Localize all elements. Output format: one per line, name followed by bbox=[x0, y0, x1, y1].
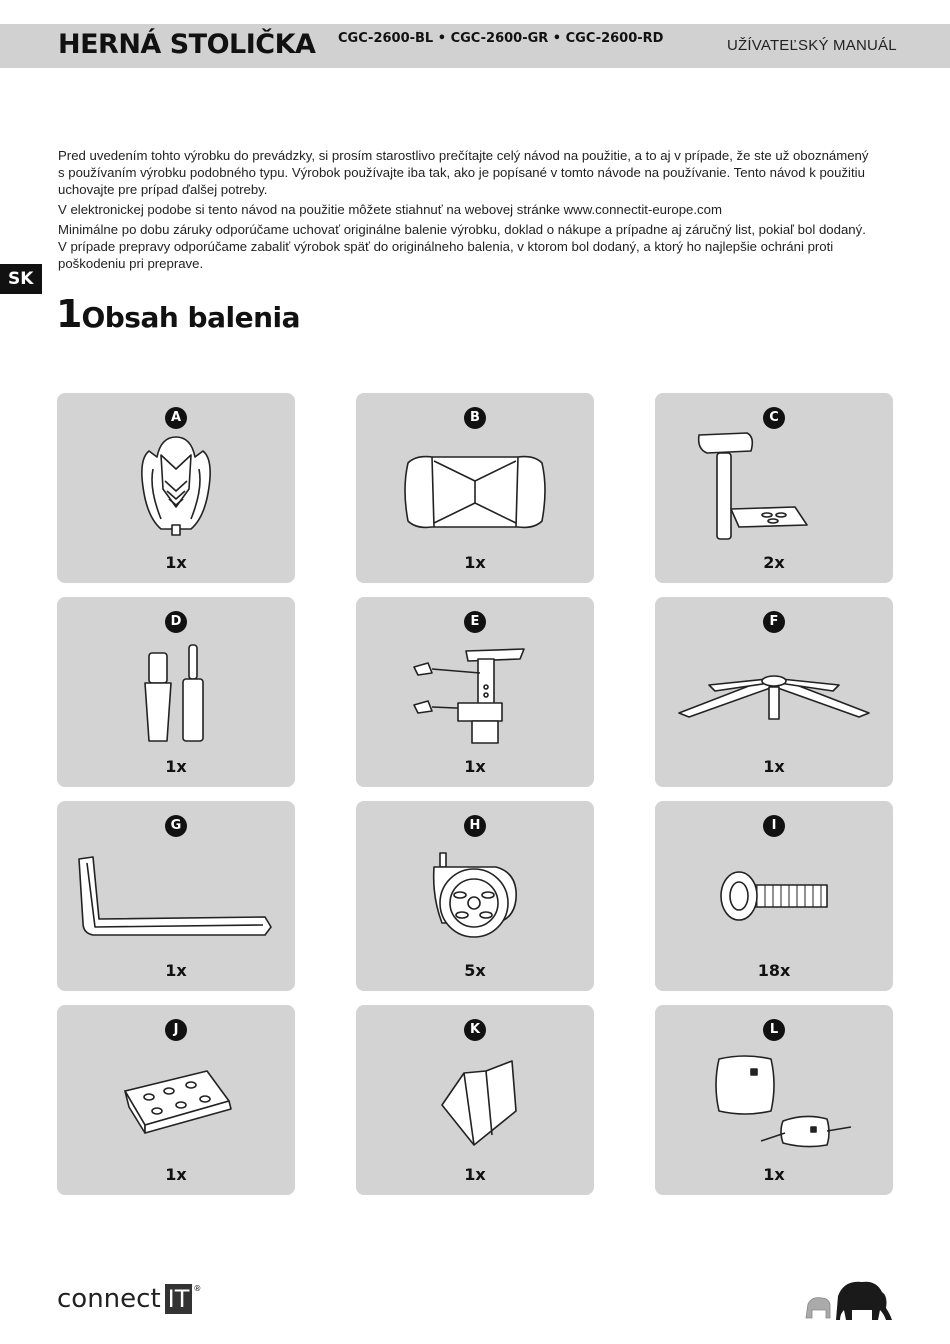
item-letter-badge: J bbox=[165, 1019, 187, 1041]
intro-paragraph-2: V elektronickej podobe si tento návod na použitie môžete stiahnuť na webovej stránke www.connectit-europe.com bbox=[58, 202, 722, 217]
registered-mark: ® bbox=[193, 1284, 202, 1293]
section-heading bbox=[56, 292, 300, 336]
package-item-c bbox=[655, 393, 893, 583]
brand-text: connect bbox=[57, 1284, 161, 1314]
item-quantity: 1x bbox=[464, 757, 486, 776]
item-quantity: 18x bbox=[757, 961, 791, 980]
item-quantity: 1x bbox=[165, 1165, 187, 1184]
model-numbers: CGC-2600-BL • CGC-2600-GR • CGC-2600-RD bbox=[338, 31, 664, 46]
item-letter-badge: B bbox=[464, 407, 486, 429]
item-quantity: 1x bbox=[464, 1165, 486, 1184]
package-item-l bbox=[655, 1005, 893, 1195]
tilt-mechanism-icon bbox=[356, 633, 594, 753]
item-letter-badge: H bbox=[464, 815, 486, 837]
seat-backrest-icon bbox=[57, 429, 295, 549]
caster-wheel-icon bbox=[356, 837, 594, 957]
armrest-icon bbox=[655, 429, 893, 549]
gas-lift-cylinder-icon bbox=[57, 633, 295, 753]
package-item-k bbox=[356, 1005, 594, 1195]
item-letter-badge: K bbox=[464, 1019, 486, 1041]
item-letter-badge: A bbox=[165, 407, 187, 429]
package-item-d bbox=[57, 597, 295, 787]
bolt-screw-icon bbox=[655, 837, 893, 957]
package-item-f bbox=[655, 597, 893, 787]
brand-logo bbox=[57, 1284, 201, 1314]
package-item-a bbox=[57, 393, 295, 583]
item-letter-badge: E bbox=[464, 611, 486, 633]
brand-box: IT bbox=[165, 1284, 193, 1314]
intro-text bbox=[58, 147, 878, 275]
item-quantity: 1x bbox=[165, 553, 187, 572]
item-letter-badge: C bbox=[763, 407, 785, 429]
manual-label: UŽÍVATEĽSKÝ MANUÁL bbox=[727, 37, 897, 54]
section-title: Obsah balenia bbox=[81, 301, 300, 334]
package-item-g bbox=[57, 801, 295, 991]
item-quantity: 2x bbox=[763, 553, 785, 572]
package-item-h bbox=[356, 801, 594, 991]
language-tab: SK bbox=[0, 264, 42, 294]
document-title: HERNÁ STOLIČKA bbox=[58, 29, 316, 60]
elephants-logo-icon bbox=[800, 1274, 895, 1324]
package-item-b bbox=[356, 393, 594, 583]
item-letter-badge: G bbox=[165, 815, 187, 837]
package-item-e bbox=[356, 597, 594, 787]
intro-paragraph-3: Minimálne po dobu záruky odporúčame uchovať originálne balenie výrobku, doklad o nákupe a prípadne aj záručný list, pokiaľ bol dodaný. V prípade prepravy odporúčame zabaliť výrobok späť do originálneho balenia, v ktorom bol dodaný, a ktorý ho najlepšie ochráni proti poškodeniu pri preprave. bbox=[58, 222, 866, 271]
seat-cushion-icon bbox=[356, 429, 594, 549]
item-quantity: 5x bbox=[464, 961, 486, 980]
item-letter-badge: L bbox=[763, 1019, 785, 1041]
intro-paragraph-1: Pred uvedením tohto výrobku do prevádzky, si prosím starostlivo prečítajte celý návod na použitie, a to aj v prípade, že ste už oboznámený s používaním výrobku podobného typu. Výrobok používajte iba tak, ako je popísané v tomto návode na používanie. Tento návod k použitiu uchovajte pre prípad ďalšej potreby. bbox=[58, 148, 869, 197]
item-quantity: 1x bbox=[464, 553, 486, 572]
package-item-i bbox=[655, 801, 893, 991]
item-quantity: 1x bbox=[763, 757, 785, 776]
star-base-icon bbox=[655, 633, 893, 753]
side-cover-icon bbox=[356, 1041, 594, 1161]
mounting-plate-icon bbox=[57, 1041, 295, 1161]
item-quantity: 1x bbox=[165, 961, 187, 980]
package-item-j bbox=[57, 1005, 295, 1195]
section-number: 1 bbox=[56, 292, 82, 336]
item-letter-badge: F bbox=[763, 611, 785, 633]
item-letter-badge: I bbox=[763, 815, 785, 837]
allen-key-icon bbox=[57, 837, 295, 957]
item-letter-badge: D bbox=[165, 611, 187, 633]
pillows-icon bbox=[655, 1041, 893, 1161]
item-quantity: 1x bbox=[763, 1165, 785, 1184]
item-quantity: 1x bbox=[165, 757, 187, 776]
